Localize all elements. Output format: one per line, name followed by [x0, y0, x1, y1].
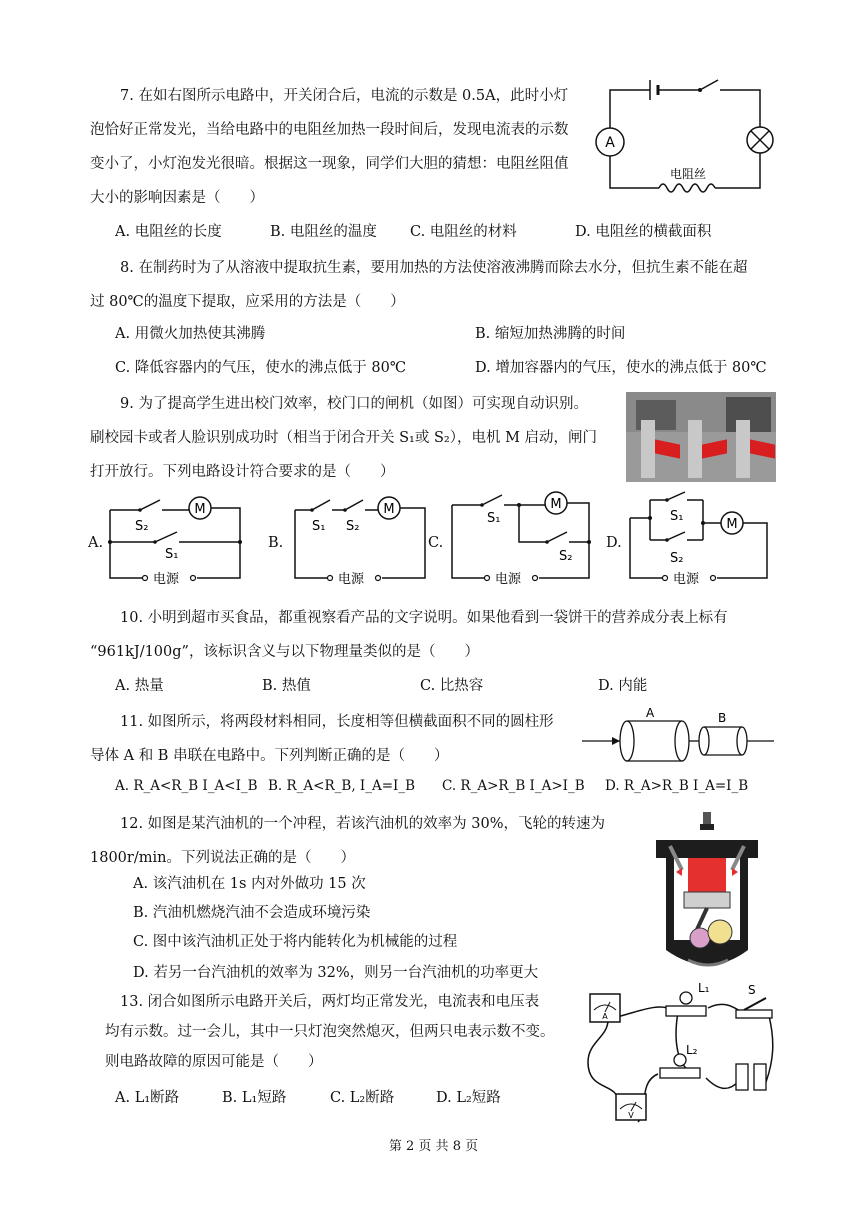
q11-line-2: 导体 A 和 B 串联在电路中。下列判断正确的是（ ）	[90, 748, 449, 764]
q12-line-1: 12. 如图是某汽油机的一个冲程，若该汽油机的效率为 30%，飞轮的转速为	[120, 816, 606, 832]
svg-text:S₁: S₁	[670, 509, 684, 524]
q11-conductor-figure	[582, 705, 777, 765]
q12-option-b: B. 汽油机燃烧汽油不会造成环境污染	[133, 905, 371, 921]
q10-option-d: D. 内能	[598, 678, 648, 694]
school-gate-photo	[626, 392, 776, 482]
q9-line-3: 打开放行。下列电路设计符合要求的是（ ）	[90, 464, 395, 480]
q11-option-d: D. R_A>R_B I_A=I_B	[605, 778, 749, 794]
svg-text:S₂: S₂	[559, 549, 573, 564]
svg-text:M: M	[550, 497, 562, 512]
ammeter-label: A	[605, 135, 615, 151]
q13-line-2: 均有示数。过一会儿，其中一只灯泡突然熄灭，但两只电表示数不变。	[105, 1024, 555, 1040]
q9-circuit-b	[290, 490, 435, 590]
q13-line-3: 则电路故障的原因可能是（ ）	[105, 1054, 323, 1070]
q12-option-c: C. 图中该汽油机正处于将内能转化为机械能的过程	[133, 934, 458, 950]
q7-option-d: D. 电阻丝的横截面积	[575, 224, 712, 240]
svg-text:电源: 电源	[338, 572, 365, 587]
q7-option-a: A. 电阻丝的长度	[115, 224, 222, 240]
q13-option-d: D. L₂短路	[436, 1090, 501, 1106]
q10-option-b: B. 热值	[262, 678, 311, 694]
q12-option-a: A. 该汽油机在 1s 内对外做功 15 次	[133, 876, 366, 892]
q9-choice-c: C.	[428, 535, 444, 551]
q12-line-2: 1800r/min。下列说法正确的是（ ）	[90, 850, 355, 866]
q9-circuit-a	[105, 490, 250, 590]
q9-choice-b: B.	[268, 535, 284, 551]
q12-option-d: D. 若另一台汽油机的效率为 32%，则另一台汽油机的功率更大	[133, 965, 539, 981]
q7-line-3: 变小了，小灯泡发光很暗。根据这一现象，同学们大胆的猜想：电阻丝阻值	[90, 156, 569, 172]
svg-text:A: A	[602, 1012, 608, 1021]
q11-option-a: A. R_A<R_B I_A<I_B	[115, 778, 258, 794]
svg-text:M: M	[194, 502, 206, 517]
q7-option-b: B. 电阻丝的温度	[270, 224, 377, 240]
q13-option-c: C. L₂断路	[330, 1090, 395, 1106]
q11-line-1: 11. 如图所示，将两段材料相同，长度相等但横截面积不同的圆柱形	[120, 714, 554, 730]
svg-text:S: S	[748, 983, 756, 997]
q8-option-a: A. 用微火加热使其沸腾	[115, 326, 266, 342]
q7-circuit-figure	[590, 70, 780, 200]
svg-text:S₁: S₁	[165, 547, 179, 562]
q7-line-2: 泡恰好正常发光，当给电路中的电阻丝加热一段时间后，发现电流表的示数	[90, 122, 569, 138]
svg-text:S₁: S₁	[312, 519, 326, 534]
svg-text:S₂: S₂	[135, 519, 149, 534]
svg-text:电源: 电源	[495, 572, 522, 587]
q9-line-2: 刷校园卡或者人脸识别成功时（相当于闭合开关 S₁或 S₂），电机 M 启动，闸门	[90, 430, 598, 446]
svg-text:S₁: S₁	[487, 511, 501, 526]
q13-option-b: B. L₁短路	[222, 1090, 287, 1106]
page-footer: 第 2 页 共 8 页	[388, 1139, 479, 1154]
q8-line-1: 8. 在制药时为了从溶液中提取抗生素，要用加热的方法使溶液沸腾而除去水分，但抗生素不能在超	[120, 260, 748, 276]
q8-line-2: 过 80℃的温度下提取，应采用的方法是（ ）	[90, 294, 405, 310]
svg-text:电源: 电源	[153, 572, 180, 587]
svg-text:电源: 电源	[673, 572, 700, 587]
q11-option-c: C. R_A>R_B I_A>I_B	[442, 778, 585, 794]
q7-option-c: C. 电阻丝的材料	[410, 224, 517, 240]
q9-circuit-c	[447, 490, 597, 590]
resistance-wire-label: 电阻丝	[669, 167, 707, 181]
q10-option-a: A. 热量	[115, 678, 164, 694]
q10-option-c: C. 比热容	[420, 678, 484, 694]
q10-line-2: “961kJ/100g”，该标识含义与以下物理量类似的是（ ）	[90, 644, 479, 660]
q8-option-d: D. 增加容器内的气压，使水的沸点低于 80℃	[475, 360, 767, 376]
q8-option-c: C. 降低容器内的气压，使水的沸点低于 80℃	[115, 360, 407, 376]
conductor-a-label: A	[646, 706, 655, 720]
svg-text:V: V	[628, 1111, 634, 1120]
q11-option-b: B. R_A<R_B, I_A=I_B	[268, 778, 416, 794]
q13-circuit-figure	[578, 982, 778, 1127]
engine-stroke-figure	[648, 810, 768, 980]
svg-text:S₂: S₂	[346, 519, 360, 534]
q9-choice-d: D.	[606, 535, 622, 551]
q13-line-1: 13. 闭合如图所示电路开关后，两灯均正常发光，电流表和电压表	[120, 994, 540, 1010]
svg-text:S₂: S₂	[670, 551, 684, 566]
svg-text:M: M	[383, 502, 395, 517]
q13-option-a: A. L₁断路	[115, 1090, 180, 1106]
conductor-b-label: B	[718, 711, 727, 725]
q9-circuit-d	[625, 490, 775, 590]
q7-line-4: 大小的影响因素是（ ）	[90, 190, 264, 206]
q7-line-1: 7. 在如右图所示电路中，开关闭合后，电流的示数是 0.5A，此时小灯	[120, 88, 569, 104]
q9-line-1: 9. 为了提高学生进出校门效率，校门口的闸机（如图）可实现自动识别。	[120, 396, 588, 412]
q10-line-1: 10. 小明到超市买食品，都重视察看产品的文字说明。如果他看到一袋饼干的营养成分表上标有	[120, 610, 728, 626]
svg-text:M: M	[726, 517, 738, 532]
svg-text:L₂: L₂	[686, 1043, 698, 1057]
q9-choice-a: A.	[88, 535, 104, 551]
q8-option-b: B. 缩短加热沸腾的时间	[475, 326, 626, 342]
svg-text:L₁: L₁	[698, 981, 710, 995]
